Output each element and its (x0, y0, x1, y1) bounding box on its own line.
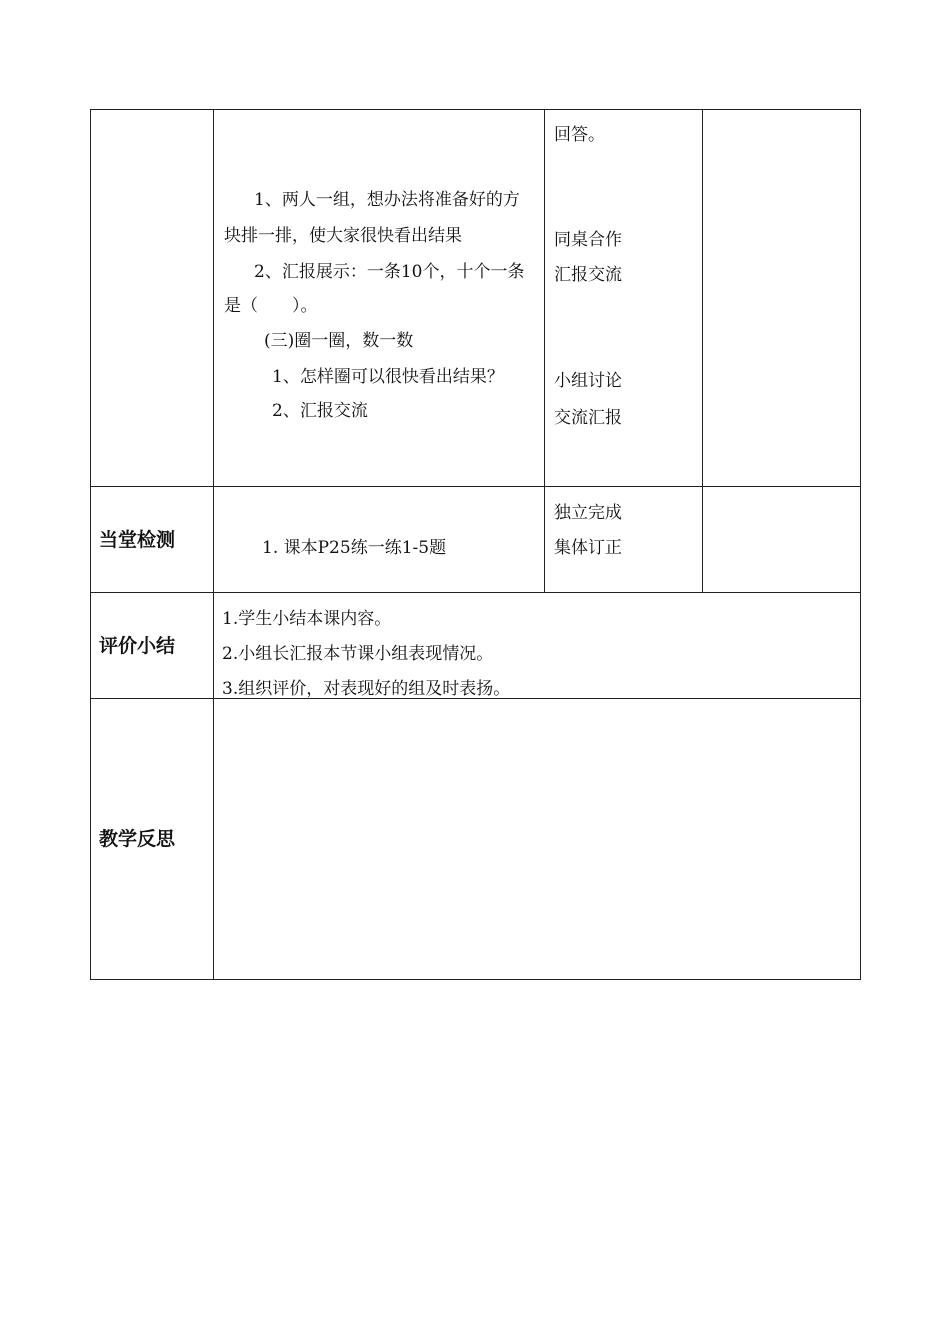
activity-line: 回答。 (554, 125, 605, 145)
column-divider (544, 109, 545, 593)
summary-line: 2.小组长汇报本节课小组表现情况。 (222, 644, 494, 664)
table-border-left (90, 109, 91, 980)
table-border-top (90, 109, 861, 110)
row-divider (90, 592, 861, 593)
table-border-bottom (90, 979, 861, 980)
summary-line: 3.组织评价，对表现好的组及时表扬。 (222, 679, 511, 699)
summary-line: 1.学生小结本课内容。 (222, 609, 392, 629)
content-line: 块排一排，使大家很快看出结果 (224, 226, 462, 246)
content-line: 是（ ）。 (224, 296, 318, 316)
content-line: 1、两人一组，想办法将准备好的方 (254, 190, 520, 210)
section-label-teaching-reflection: 教学反思 (99, 828, 176, 850)
column-divider (702, 109, 703, 593)
activity-line: 交流汇报 (554, 408, 622, 428)
activity-line: 独立完成 (554, 503, 622, 523)
classroom-test-content: 1. 课本P25练一练1-5题 (262, 538, 447, 558)
content-line: 2、汇报交流 (272, 401, 368, 421)
activity-line: 小组讨论 (554, 371, 622, 391)
activity-line: 汇报交流 (554, 265, 622, 285)
activity-line: 集体订正 (554, 538, 622, 558)
section-label-classroom-test: 当堂检测 (99, 529, 176, 551)
activity-line: 同桌合作 (554, 230, 622, 250)
content-line: 1、怎样圈可以很快看出结果？ (272, 367, 504, 387)
section-label-evaluation-summary: 评价小结 (99, 635, 176, 657)
column-divider (213, 109, 214, 980)
content-line: 2、汇报展示：一条10个，十个一条 (254, 262, 525, 282)
table-border-right (860, 109, 861, 980)
row-divider (90, 486, 861, 487)
content-line: (三)圈一圈，数一数 (264, 331, 414, 351)
